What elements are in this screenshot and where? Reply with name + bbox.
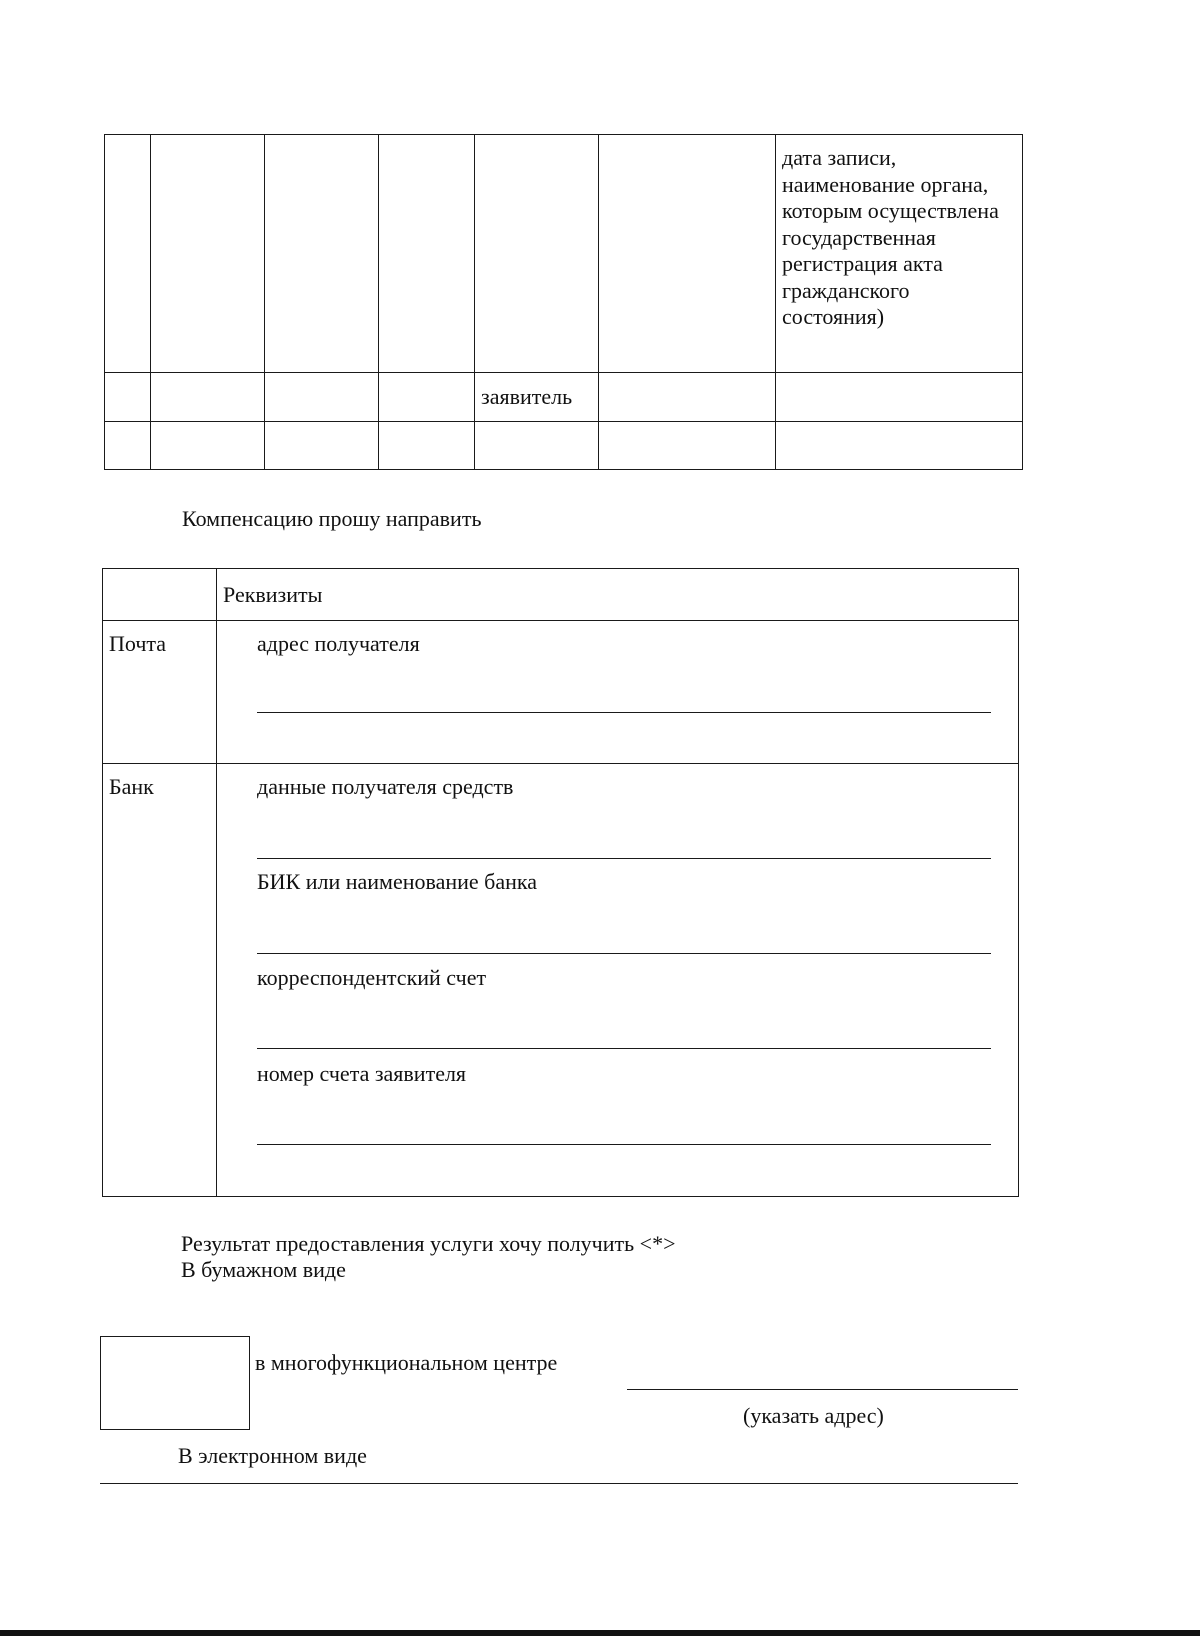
applicant-label: заявитель (481, 383, 573, 409)
table-cell (265, 135, 379, 373)
table-cell (105, 373, 151, 421)
table-cell (105, 421, 151, 469)
electronic-form-label: В электронном виде (178, 1443, 367, 1468)
mail-cell (103, 621, 217, 764)
result-heading: Результат предоставления услуги хочу получить <*> (181, 1231, 676, 1256)
table-cell[interactable] (776, 421, 1023, 469)
table-row (103, 621, 1019, 764)
recipient-data-label: данные получателя средств (257, 774, 514, 799)
table-cell (599, 135, 776, 373)
mfc-checkbox[interactable] (100, 1336, 250, 1430)
table-row (103, 764, 1019, 1197)
account-number-label: номер счета заявителя (257, 1061, 467, 1086)
table-cell[interactable] (599, 373, 776, 421)
compensation-heading: Компенсацию прошу направить (182, 506, 482, 531)
registration-note-cell (776, 135, 1023, 373)
table-cell[interactable] (599, 421, 776, 469)
mfc-address-field[interactable] (627, 1389, 1018, 1390)
applicant-cell (475, 373, 599, 421)
address-hint: (указать адрес) (743, 1403, 884, 1428)
corr-account-label: корреспондентский счет (257, 965, 487, 990)
mail-label: Почта (109, 631, 167, 656)
bik-field[interactable] (257, 953, 991, 954)
requisites-label: Реквизиты (223, 581, 323, 607)
table-cell[interactable] (776, 373, 1023, 421)
table-cell (265, 373, 379, 421)
table-row (105, 373, 1023, 421)
table-row (105, 135, 1023, 373)
table-cell (379, 135, 475, 373)
bank-label: Банк (109, 774, 154, 799)
table-cell[interactable] (475, 421, 599, 469)
table-row (103, 569, 1019, 621)
payment-details-table (102, 568, 1019, 1197)
table-cell (265, 421, 379, 469)
table-cell (151, 373, 265, 421)
table-cell (103, 569, 217, 621)
table-row (105, 421, 1023, 469)
scan-edge (0, 1630, 1200, 1636)
bik-label: БИК или наименование банка (257, 869, 538, 894)
electronic-form-field[interactable] (100, 1483, 1018, 1484)
corr-account-field[interactable] (257, 1048, 991, 1049)
table-cell (475, 135, 599, 373)
requisites-header (217, 569, 1019, 621)
table-cell (379, 373, 475, 421)
mfc-label: в многофункциональном центре (255, 1350, 558, 1375)
recipient-address-field[interactable] (257, 712, 991, 713)
recipient-data-field[interactable] (257, 858, 991, 859)
paper-form-label: В бумажном виде (181, 1257, 346, 1282)
table-cell (151, 421, 265, 469)
registration-note: дата записи, наименование органа, которым осуществлена государственная регистрация акта гражданского состояния) (782, 145, 999, 329)
bank-fields-cell (217, 764, 1019, 1197)
account-number-field[interactable] (257, 1144, 991, 1145)
table-cell (151, 135, 265, 373)
table-cell (105, 135, 151, 373)
table-cell (379, 421, 475, 469)
mail-fields-cell (217, 621, 1019, 764)
civil-act-table (104, 134, 1023, 470)
bank-cell (103, 764, 217, 1197)
recipient-address-label: адрес получателя (257, 631, 420, 656)
